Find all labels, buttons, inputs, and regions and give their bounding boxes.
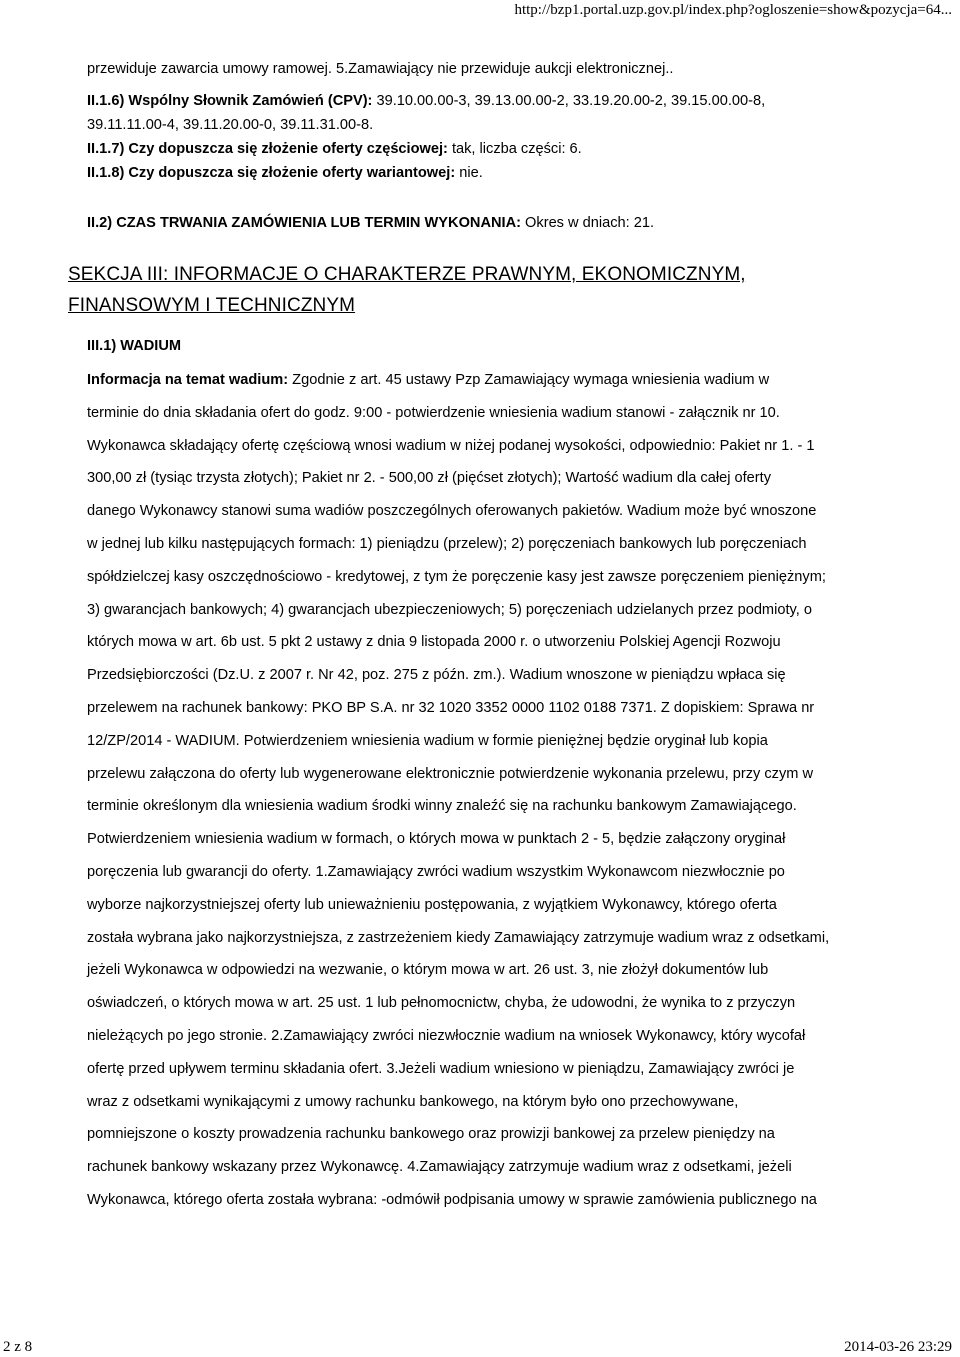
- wadium-line: Wykonawca składający ofertę częściową wnosi wadium w niżej podanej wysokości, odpowiednio: Pakiet nr 1. - 1: [87, 437, 815, 454]
- cpv-label: II.1.6) Wspólny Słownik Zamówień (CPV):: [87, 93, 373, 109]
- page-number: 2 z 8: [3, 1339, 33, 1355]
- duration-row: [87, 213, 887, 233]
- wadium-line: terminie określonym dla wniesienia wadium środki winny znaleźć się na rachunku bankowym Zamawiającego.: [87, 798, 797, 815]
- wadium-line: jeżeli Wykonawca w odpowiedzi na wezwanie, o którym mowa w art. 26 ust. 3, nie złożył dokumentów lub: [87, 962, 769, 979]
- wadium-line-1: [87, 370, 887, 390]
- wadium-line: nieleżących po jego stronie. 2.Zamawiający zwróci niezwłocznie wadium na wniosek Wykonawcy, który wycofał: [87, 1027, 806, 1044]
- print-timestamp: 2014-03-26 23:29: [844, 1339, 952, 1355]
- wadium-info-text: Zgodnie z art. 45 ustawy Pzp Zamawiający wymaga wniesienia wadium w: [288, 372, 770, 388]
- wadium-line: przelewu załączona do oferty lub wygenerowane elektronicznie potwierdzenie wykonania przelewu, przy czym w: [87, 765, 813, 782]
- variant-offer-row: [87, 163, 887, 183]
- cpv-row: [87, 91, 887, 111]
- wadium-line: ofertę przed upływem terminu składania ofert. 3.Jeżeli wadium wniesiono w pieniądzu, Zamawiający zwróci je: [87, 1060, 795, 1077]
- wadium-line: przelewem na rachunek bankowy: PKO BP S.A. nr 32 1020 3352 0000 1102 0188 7371. Z dopiskiem: Sprawa nr: [87, 699, 815, 716]
- wadium-heading: III.1) WADIUM: [87, 338, 182, 354]
- wadium-line: pomniejszone o koszty prowadzenia rachunku bankowego oraz prowizji bankowej za przelew pieniędzy na: [87, 1126, 775, 1143]
- wadium-line: danego Wykonawcy stanowi suma wadiów poszczególnych oferowanych pakietów. Wadium może być wnoszone: [87, 503, 817, 520]
- wadium-line: Wykonawca, którego oferta została wybrana: -odmówił podpisania umowy w sprawie zamówienia publicznego na: [87, 1191, 817, 1208]
- wadium-line: Potwierdzeniem wniesienia wadium w formach, o których mowa w punktach 2 - 5, będzie załączony oryginał: [87, 831, 786, 848]
- wadium-line: 12/ZP/2014 - WADIUM. Potwierdzeniem wniesienia wadium w formie pieniężnej będzie oryginał lub kopia: [87, 732, 768, 749]
- wadium-line: których mowa w art. 6b ust. 5 pkt 2 ustawy z dnia 9 listopada 2000 r. o utworzeniu Polskiej Agencji Rozwoju: [87, 634, 781, 651]
- wadium-line: Przedsiębiorczości (Dz.U. z 2007 r. Nr 42, poz. 275 z późn. zm.). Wadium wnoszone w pieniądzu wpłaca się: [87, 667, 786, 684]
- partial-offer-label: II.1.7) Czy dopuszcza się złożenie oferty częściowej:: [87, 141, 448, 157]
- section-title-line2: FINANSOWYM I TECHNICZNYM: [68, 295, 356, 316]
- wadium-line: została wybrana jako najkorzystniejsza, z zastrzeżeniem kiedy Zamawiający zatrzymuje wadium wraz z odsetkami,: [87, 929, 830, 946]
- variant-offer-value: nie.: [455, 165, 483, 181]
- cpv-continuation: 39.11.11.00-4, 39.11.20.00-0, 39.11.31.00-8.: [87, 117, 374, 133]
- variant-offer-label: II.1.8) Czy dopuszcza się złożenie oferty wariantowej:: [87, 165, 456, 181]
- section-title-line1: SEKCJA III: INFORMACJE O CHARAKTERZE PRAWNYM, EKONOMICZNYM,: [68, 264, 746, 285]
- wadium-line: oświadczeń, o których mowa w art. 25 ust. 1 lub pełnomocnictw, chyba, że udowodni, że wynika to z przyczyn: [87, 995, 796, 1012]
- wadium-line: terminie do dnia składania ofert do godz. 9:00 - potwierdzenie wniesienia wadium stanowi - załącznik nr 10.: [87, 404, 780, 421]
- wadium-line: wraz z odsetkami wynikającymi z umowy rachunku bankowego, na którym było ono przechowywane,: [87, 1093, 739, 1110]
- wadium-line: spółdzielczej kasy oszczędnościowo - kredytowej, z tym że poręczenie kasy jest zawsze poręczeniem pieniężnym;: [87, 568, 826, 585]
- wadium-line: wyborze najkorzystniejszej oferty lub unieważnieniu postępowania, z wyjątkiem Wykonawcy, którego oferta: [87, 896, 777, 913]
- document-content: [68, 59, 887, 1210]
- wadium-info-label: Informacja na temat wadium:: [87, 372, 289, 388]
- partial-offer-value: tak, liczba części: 6.: [447, 141, 582, 157]
- page-url: http://bzp1.portal.uzp.gov.pl/index.php?ogloszenie=show&pozycja=64...: [514, 2, 952, 18]
- duration-label: II.2) CZAS TRWANIA ZAMÓWIENIA LUB TERMIN WYKONANIA:: [87, 215, 521, 231]
- partial-offer-row: [87, 139, 887, 159]
- wadium-line: 300,00 zł (tysiąc trzysta złotych); Pakiet nr 2. - 500,00 zł (pięćset złotych); Wartość wadium dla całej oferty: [87, 470, 772, 487]
- intro-text: przewiduje zawarcia umowy ramowej. 5.Zamawiający nie przewiduje aukcji elektronicznej..: [87, 61, 674, 77]
- wadium-line: w jednej lub kilku następujących formach: 1) pieniądzu (przelew); 2) poręczeniach bankowych lub poręczeniach: [87, 535, 807, 552]
- cpv-value: 39.10.00.00-3, 39.13.00.00-2, 33.19.20.00-2, 39.15.00.00-8,: [372, 93, 766, 109]
- wadium-line: poręczenia lub gwarancji do oferty. 1.Zamawiający zwróci wadium wszystkim Wykonawcom niezwłocznie po: [87, 863, 785, 880]
- duration-value: Okres w dniach: 21.: [521, 215, 655, 231]
- wadium-line: 3) gwarancjach bankowych; 4) gwarancjach ubezpieczeniowych; 5) poręczeniach udzielanych przez podmioty, o: [87, 601, 812, 618]
- wadium-line: rachunek bankowy wskazany przez Wykonawcę. 4.Zamawiający zatrzymuje wadium wraz z odsetkami, jeżeli: [87, 1159, 792, 1176]
